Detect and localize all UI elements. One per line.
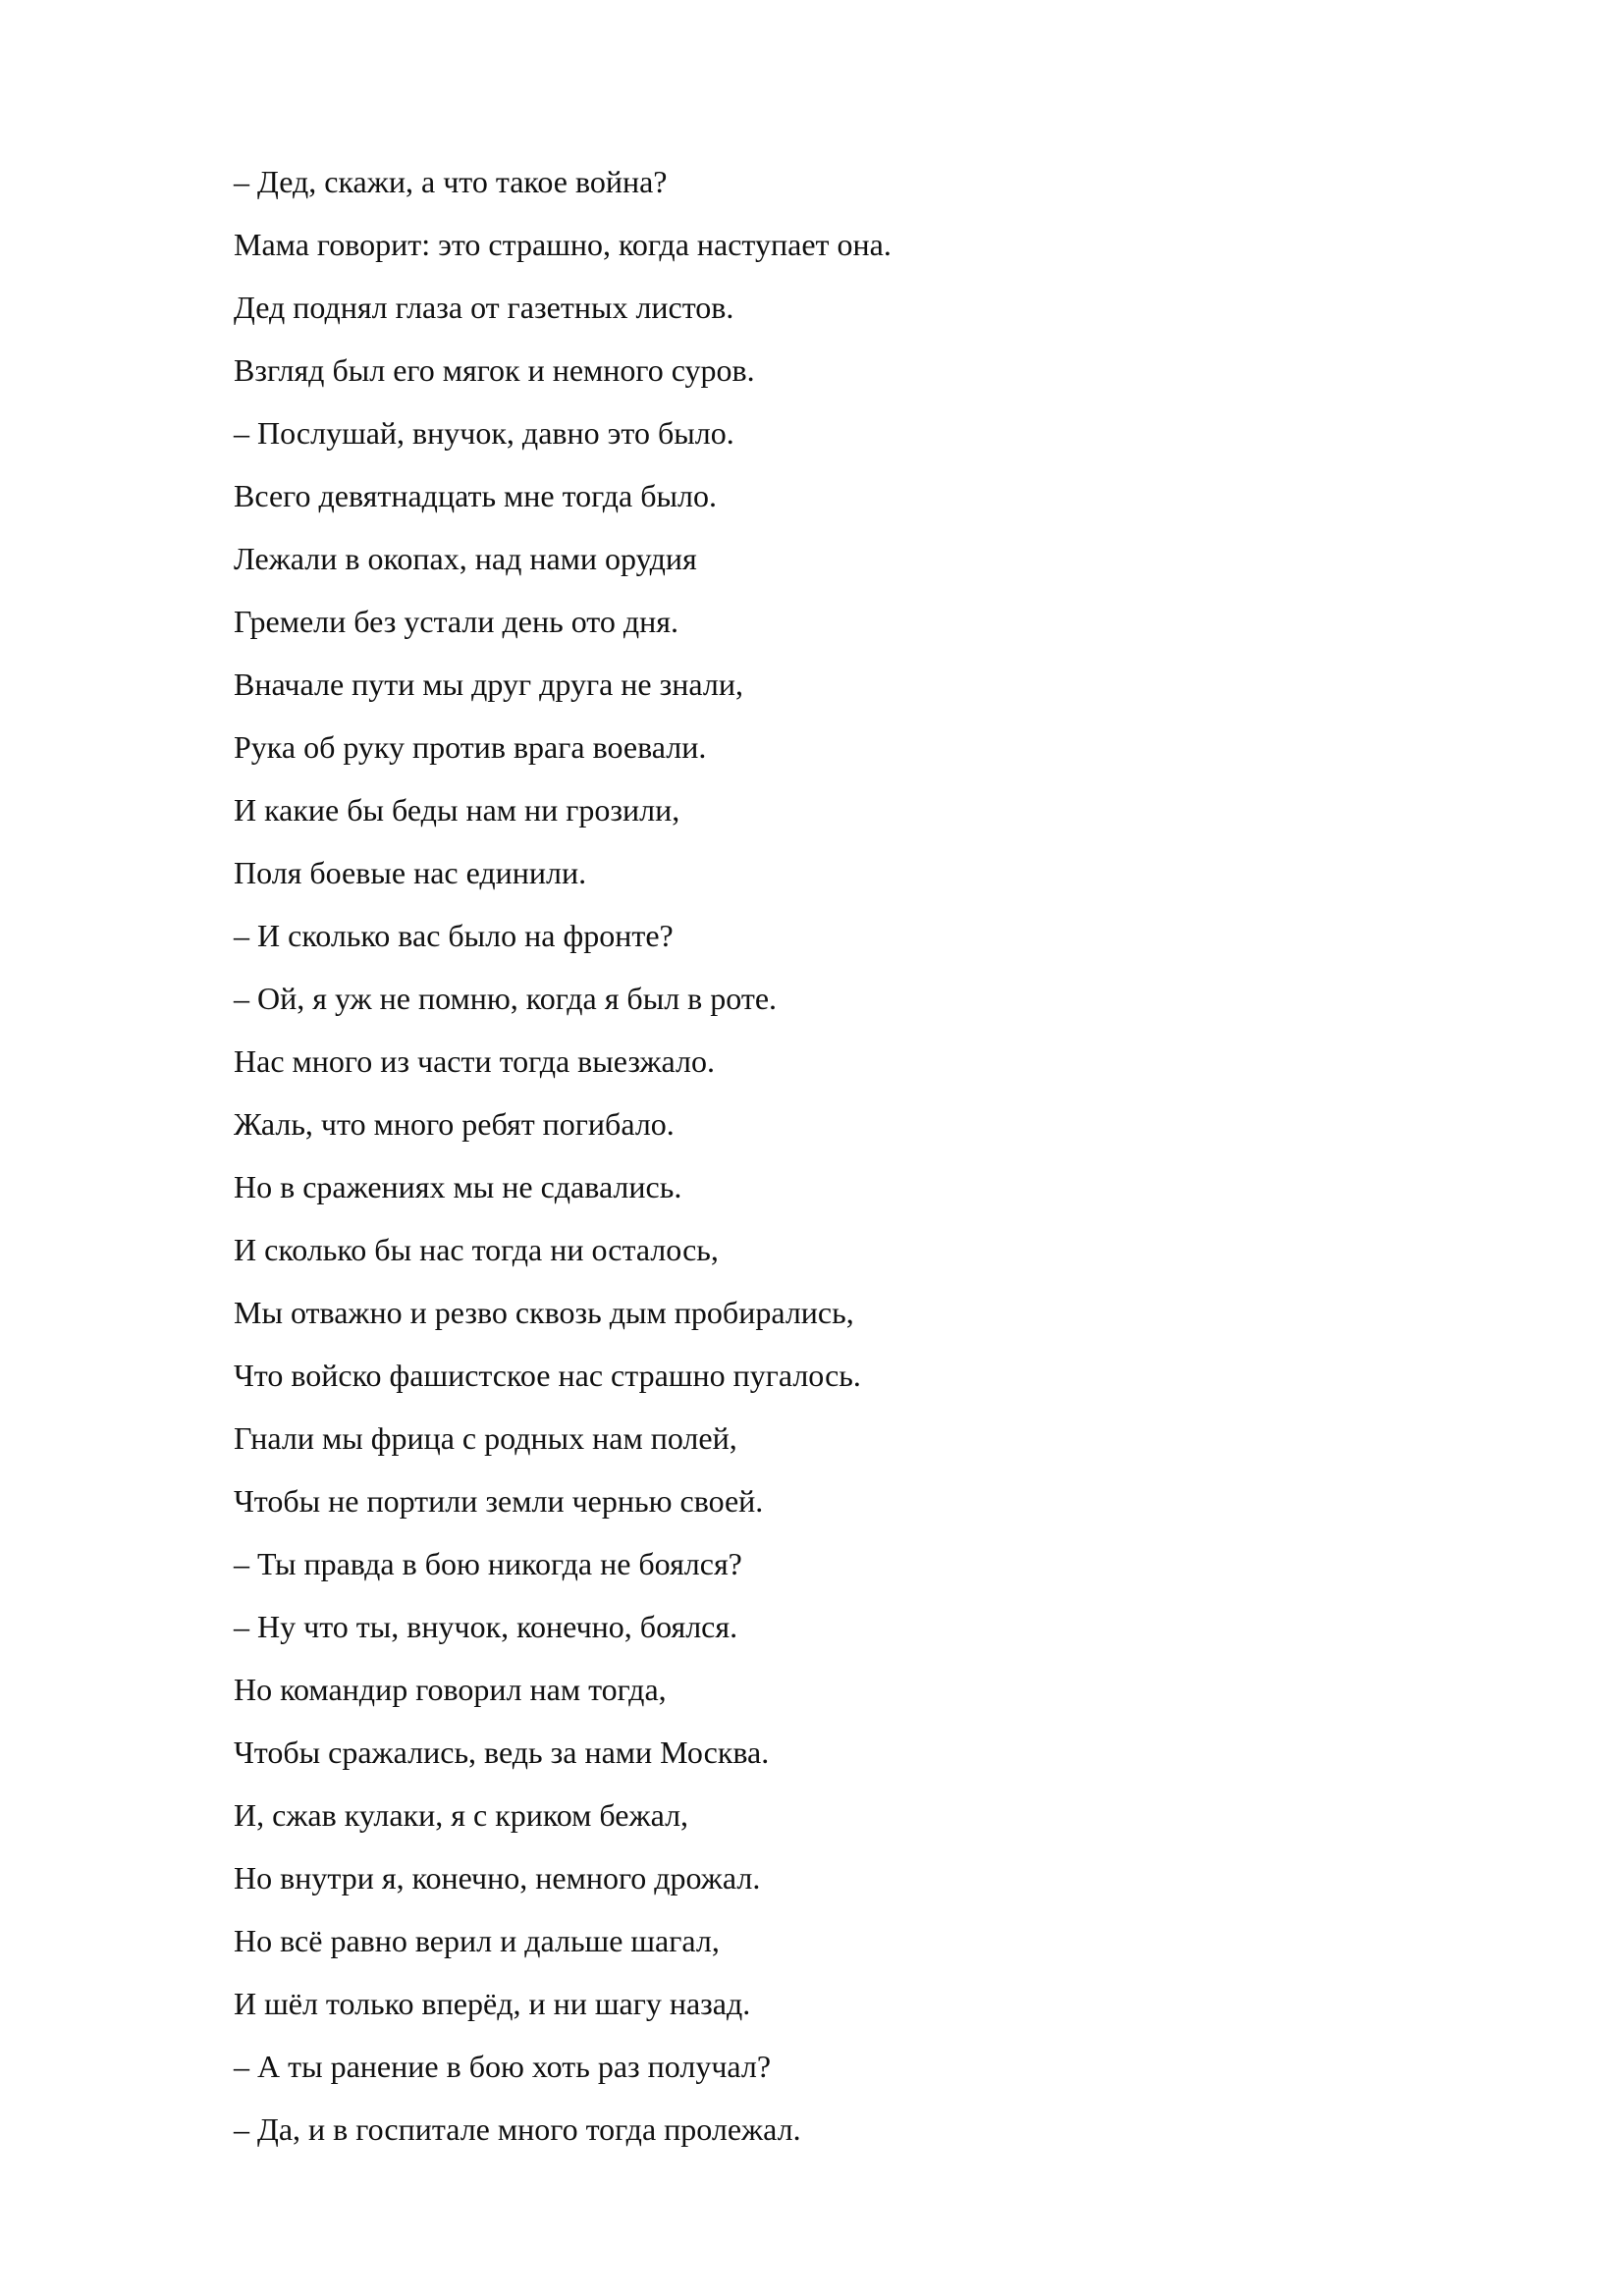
text-line: Гремели без устали день ото дня. [234,604,678,639]
poem-text [234,150,1412,2161]
text-line: Чтобы не портили земли чернью своей. [234,1483,764,1519]
text-line: – А ты ранение в бою хоть раз получал? [234,2049,772,2084]
text-line: Дед поднял глаза от газетных листов. [234,290,734,325]
text-line: И сколько бы нас тогда ни осталось, [234,1232,719,1267]
text-line: Всего девятнадцать мне тогда было. [234,478,717,513]
text-line: Но всё равно верил и дальше шагал, [234,1923,720,1958]
text-line: И шёл только вперёд, и ни шагу назад. [234,1986,751,2021]
text-line: – Да, и в госпитале много тогда пролежал. [234,2111,801,2147]
text-line: Гнали мы фрица с родных нам полей, [234,1420,737,1456]
text-line: – Дед, скажи, а что такое война? [234,164,668,199]
text-line: Вначале пути мы друг друга не знали, [234,667,743,702]
text-line: И, сжав кулаки, я с криком бежал, [234,1797,689,1833]
text-line: Мама говорит: это страшно, когда наступает она. [234,227,892,262]
text-line: Лежали в окопах, над нами орудия [234,541,697,576]
text-line: – Ты правда в бою никогда не боялся? [234,1546,742,1581]
text-line: Взгляд был его мягок и немного суров. [234,352,755,388]
text-line: Но в сражениях мы не сдавались. [234,1169,682,1204]
text-line: – Ну что ты, внучок, конечно, боялся. [234,1609,738,1644]
text-line: Чтобы сражались, ведь за нами Москва. [234,1735,770,1770]
text-line: И какие бы беды нам ни грозили, [234,792,680,828]
text-line: – Ой, я уж не помню, когда я был в роте. [234,981,778,1016]
text-line: Жаль, что много ребят погибало. [234,1106,675,1142]
text-line: Мы отважно и резво сквозь дым пробирались, [234,1295,854,1330]
text-line: Но командир говорил нам тогда, [234,1672,667,1707]
text-line: Рука об руку против врага воевали. [234,729,707,765]
text-line: Что войско фашистское нас страшно пугалось. [234,1358,861,1393]
text-line: Поля боевые нас единили. [234,855,587,890]
text-line: – Послушай, внучок, давно это было. [234,415,734,451]
text-line: Но внутри я, конечно, немного дрожал. [234,1860,761,1896]
text-line: Нас много из части тогда выезжало. [234,1043,715,1079]
text-line: – И сколько вас было на фронте? [234,918,674,953]
